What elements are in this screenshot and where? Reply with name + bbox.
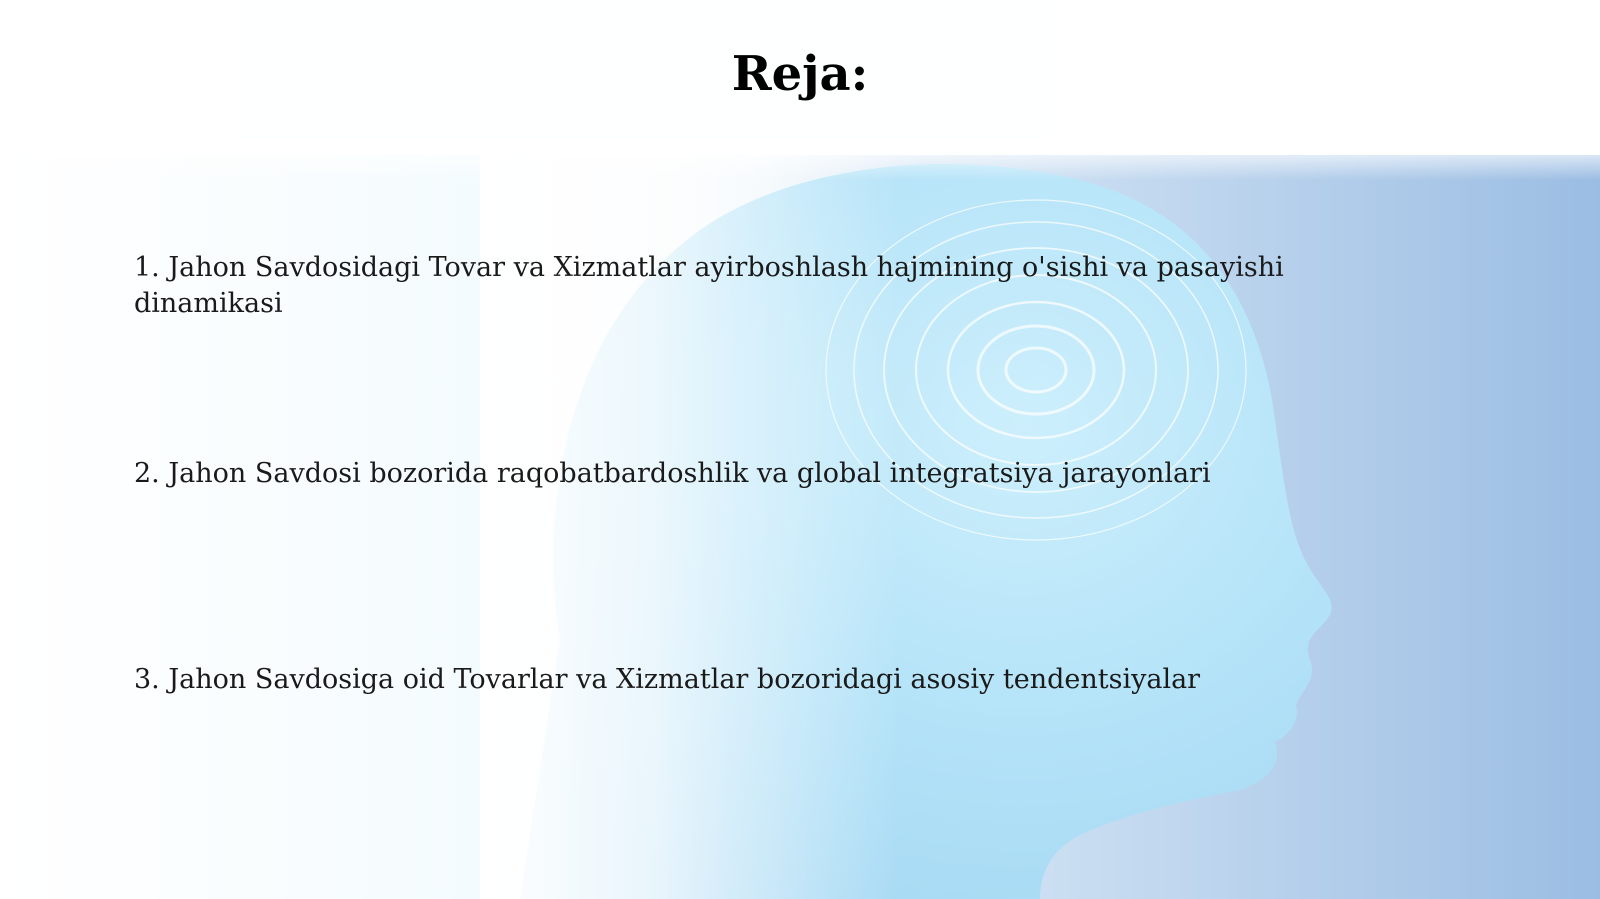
slide-title: Reja: <box>731 46 869 102</box>
plan-item-3: 3. Jahon Savdosiga oid Tovarlar va Xizmatlar bozoridagi asosiy tendentsiyalar <box>134 664 1201 695</box>
plan-item-1: 1. Jahon Savdosidagi Tovar va Xizmatlar ayirboshlash hajmining o'sishi va pasayishi dinamikasi <box>134 252 1284 319</box>
plan-item-2: 2. Jahon Savdosi bozorida raqobatbardoshlik va global integratsiya jarayonlari <box>134 458 1211 489</box>
